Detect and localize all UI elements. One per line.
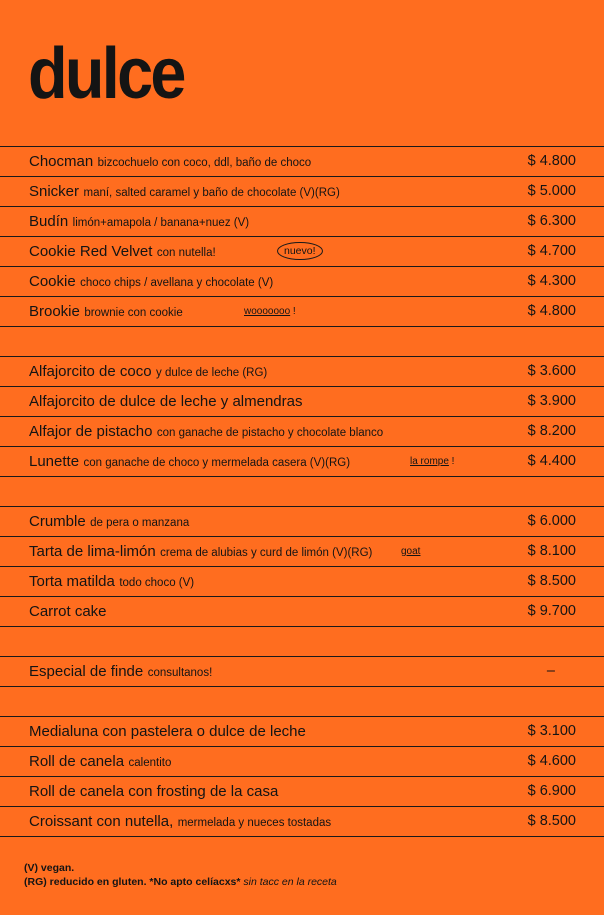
menu-row-cookie	[0, 266, 604, 296]
item-name: Brookie	[29, 303, 80, 320]
item-description: brownie con cookie	[84, 307, 183, 319]
nuevo-badge: nuevo!	[277, 237, 323, 266]
item-name: Cookie	[29, 273, 76, 290]
item-description: con nutella!	[156, 247, 216, 259]
menu-row-spacer	[0, 686, 604, 716]
item-description: crema de alubias y curd de limón (V)(RG)	[160, 547, 373, 559]
menu-row-spacer	[0, 626, 604, 656]
menu-row-alfajor-pistacho	[0, 416, 604, 446]
item-name: Crumble	[29, 513, 86, 530]
item-description: bizcochuelo con coco, ddl, baño de choco	[97, 157, 312, 169]
item-name: Alfajor de pistacho	[29, 423, 153, 440]
menu-row-torta-matilda	[0, 566, 604, 596]
legend-gluten-text: (RG) reducido en gluten. *No apto celíacxs*	[24, 876, 241, 888]
item-name: Alfajorcito de dulce de leche y almendras	[29, 393, 303, 410]
menu-row-carrot-cake	[0, 596, 604, 626]
item-price: $ 4.600	[527, 753, 576, 769]
item-price: $ 8.500	[527, 573, 576, 589]
menu-row-cookie-red-velvet	[0, 236, 604, 266]
item-name: Snicker	[29, 183, 80, 200]
item-name: Medialuna con pastelera o dulce de leche	[29, 723, 306, 740]
goat-annotation: goat	[401, 546, 421, 557]
item-name: Cookie Red Velvet	[29, 243, 153, 260]
menu-row-spacer	[0, 476, 604, 506]
footer-legend	[24, 861, 337, 889]
item-name: Lunette	[29, 453, 80, 470]
legend-sin-tacc: sin tacc en la receta	[243, 876, 337, 888]
menu-row-lunette	[0, 446, 604, 476]
menu-row-alfajorcito-coco	[0, 356, 604, 386]
item-name: Budín	[29, 213, 69, 230]
menu-list	[0, 146, 604, 837]
item-name: Especial de finde	[29, 663, 144, 680]
item-price: $ 6.000	[527, 513, 576, 529]
item-description: choco chips / avellana y chocolate (V)	[80, 277, 274, 289]
item-description: consultanos!	[147, 667, 213, 679]
item-price: $ 4.800	[527, 153, 576, 169]
item-name: Alfajorcito de coco	[29, 363, 152, 380]
menu-row-especial-finde	[0, 656, 604, 686]
legend-vegan: (V) vegan.	[24, 862, 75, 874]
menu-row-roll-canela-frosting	[0, 776, 604, 806]
item-description: limón+amapola / banana+nuez (V)	[72, 217, 250, 229]
la-rompe-annotation: la rompe !	[410, 456, 455, 467]
menu-row-medialuna	[0, 716, 604, 746]
item-name: Tarta de lima-limón	[29, 543, 156, 560]
menu-row-roll-canela	[0, 746, 604, 776]
item-price: $ 4.400	[527, 453, 576, 469]
menu-row-chocman	[0, 146, 604, 176]
menu-row-snicker	[0, 176, 604, 206]
menu-row-croissant	[0, 806, 604, 837]
item-name: Carrot cake	[29, 603, 107, 620]
item-price: $ 8.500	[527, 813, 576, 829]
item-price: $ 4.300	[527, 273, 576, 289]
item-price: $ 6.300	[527, 213, 576, 229]
item-description: con ganache de choco y mermelada casera (V)(RG)	[83, 457, 351, 469]
item-price: $ 8.100	[527, 543, 576, 559]
item-price: $ 4.700	[527, 243, 576, 259]
item-description: mermelada y nueces tostadas	[177, 817, 332, 829]
item-name: Croissant con nutella,	[29, 813, 174, 830]
item-name: Chocman	[29, 153, 94, 170]
item-price: $ 3.900	[527, 393, 576, 409]
item-name: Roll de canela con frosting de la casa	[29, 783, 279, 800]
wooo-annotation: wooooooo !	[244, 306, 296, 317]
item-price: $ 6.900	[527, 783, 576, 799]
menu-row-brookie	[0, 296, 604, 326]
item-price: $ 3.600	[527, 363, 576, 379]
menu-title: dulce	[28, 34, 184, 114]
item-description: calentito	[128, 757, 172, 769]
menu-row-spacer	[0, 326, 604, 356]
menu-row-alfajorcito-ddl	[0, 386, 604, 416]
item-price: $ 9.700	[527, 603, 576, 619]
item-description: y dulce de leche (RG)	[156, 367, 268, 379]
item-price: $ 4.800	[527, 303, 576, 319]
item-description: de pera o manzana	[90, 517, 190, 529]
menu-row-budin	[0, 206, 604, 236]
menu-row-crumble	[0, 506, 604, 536]
item-name: Torta matilda	[29, 573, 115, 590]
item-description: con ganache de pistacho y chocolate blanco	[156, 427, 384, 439]
item-price: $ 3.100	[527, 723, 576, 739]
item-name: Roll de canela	[29, 753, 125, 770]
item-price: $ 8.200	[527, 423, 576, 439]
item-description: todo choco (V)	[119, 577, 195, 589]
item-description: maní, salted caramel y baño de chocolate (V)(RG)	[83, 187, 340, 199]
item-price: $ 5.000	[527, 183, 576, 199]
menu-row-tarta-lima-limon	[0, 536, 604, 566]
item-price: –	[546, 663, 555, 679]
legend-gluten	[24, 875, 337, 889]
